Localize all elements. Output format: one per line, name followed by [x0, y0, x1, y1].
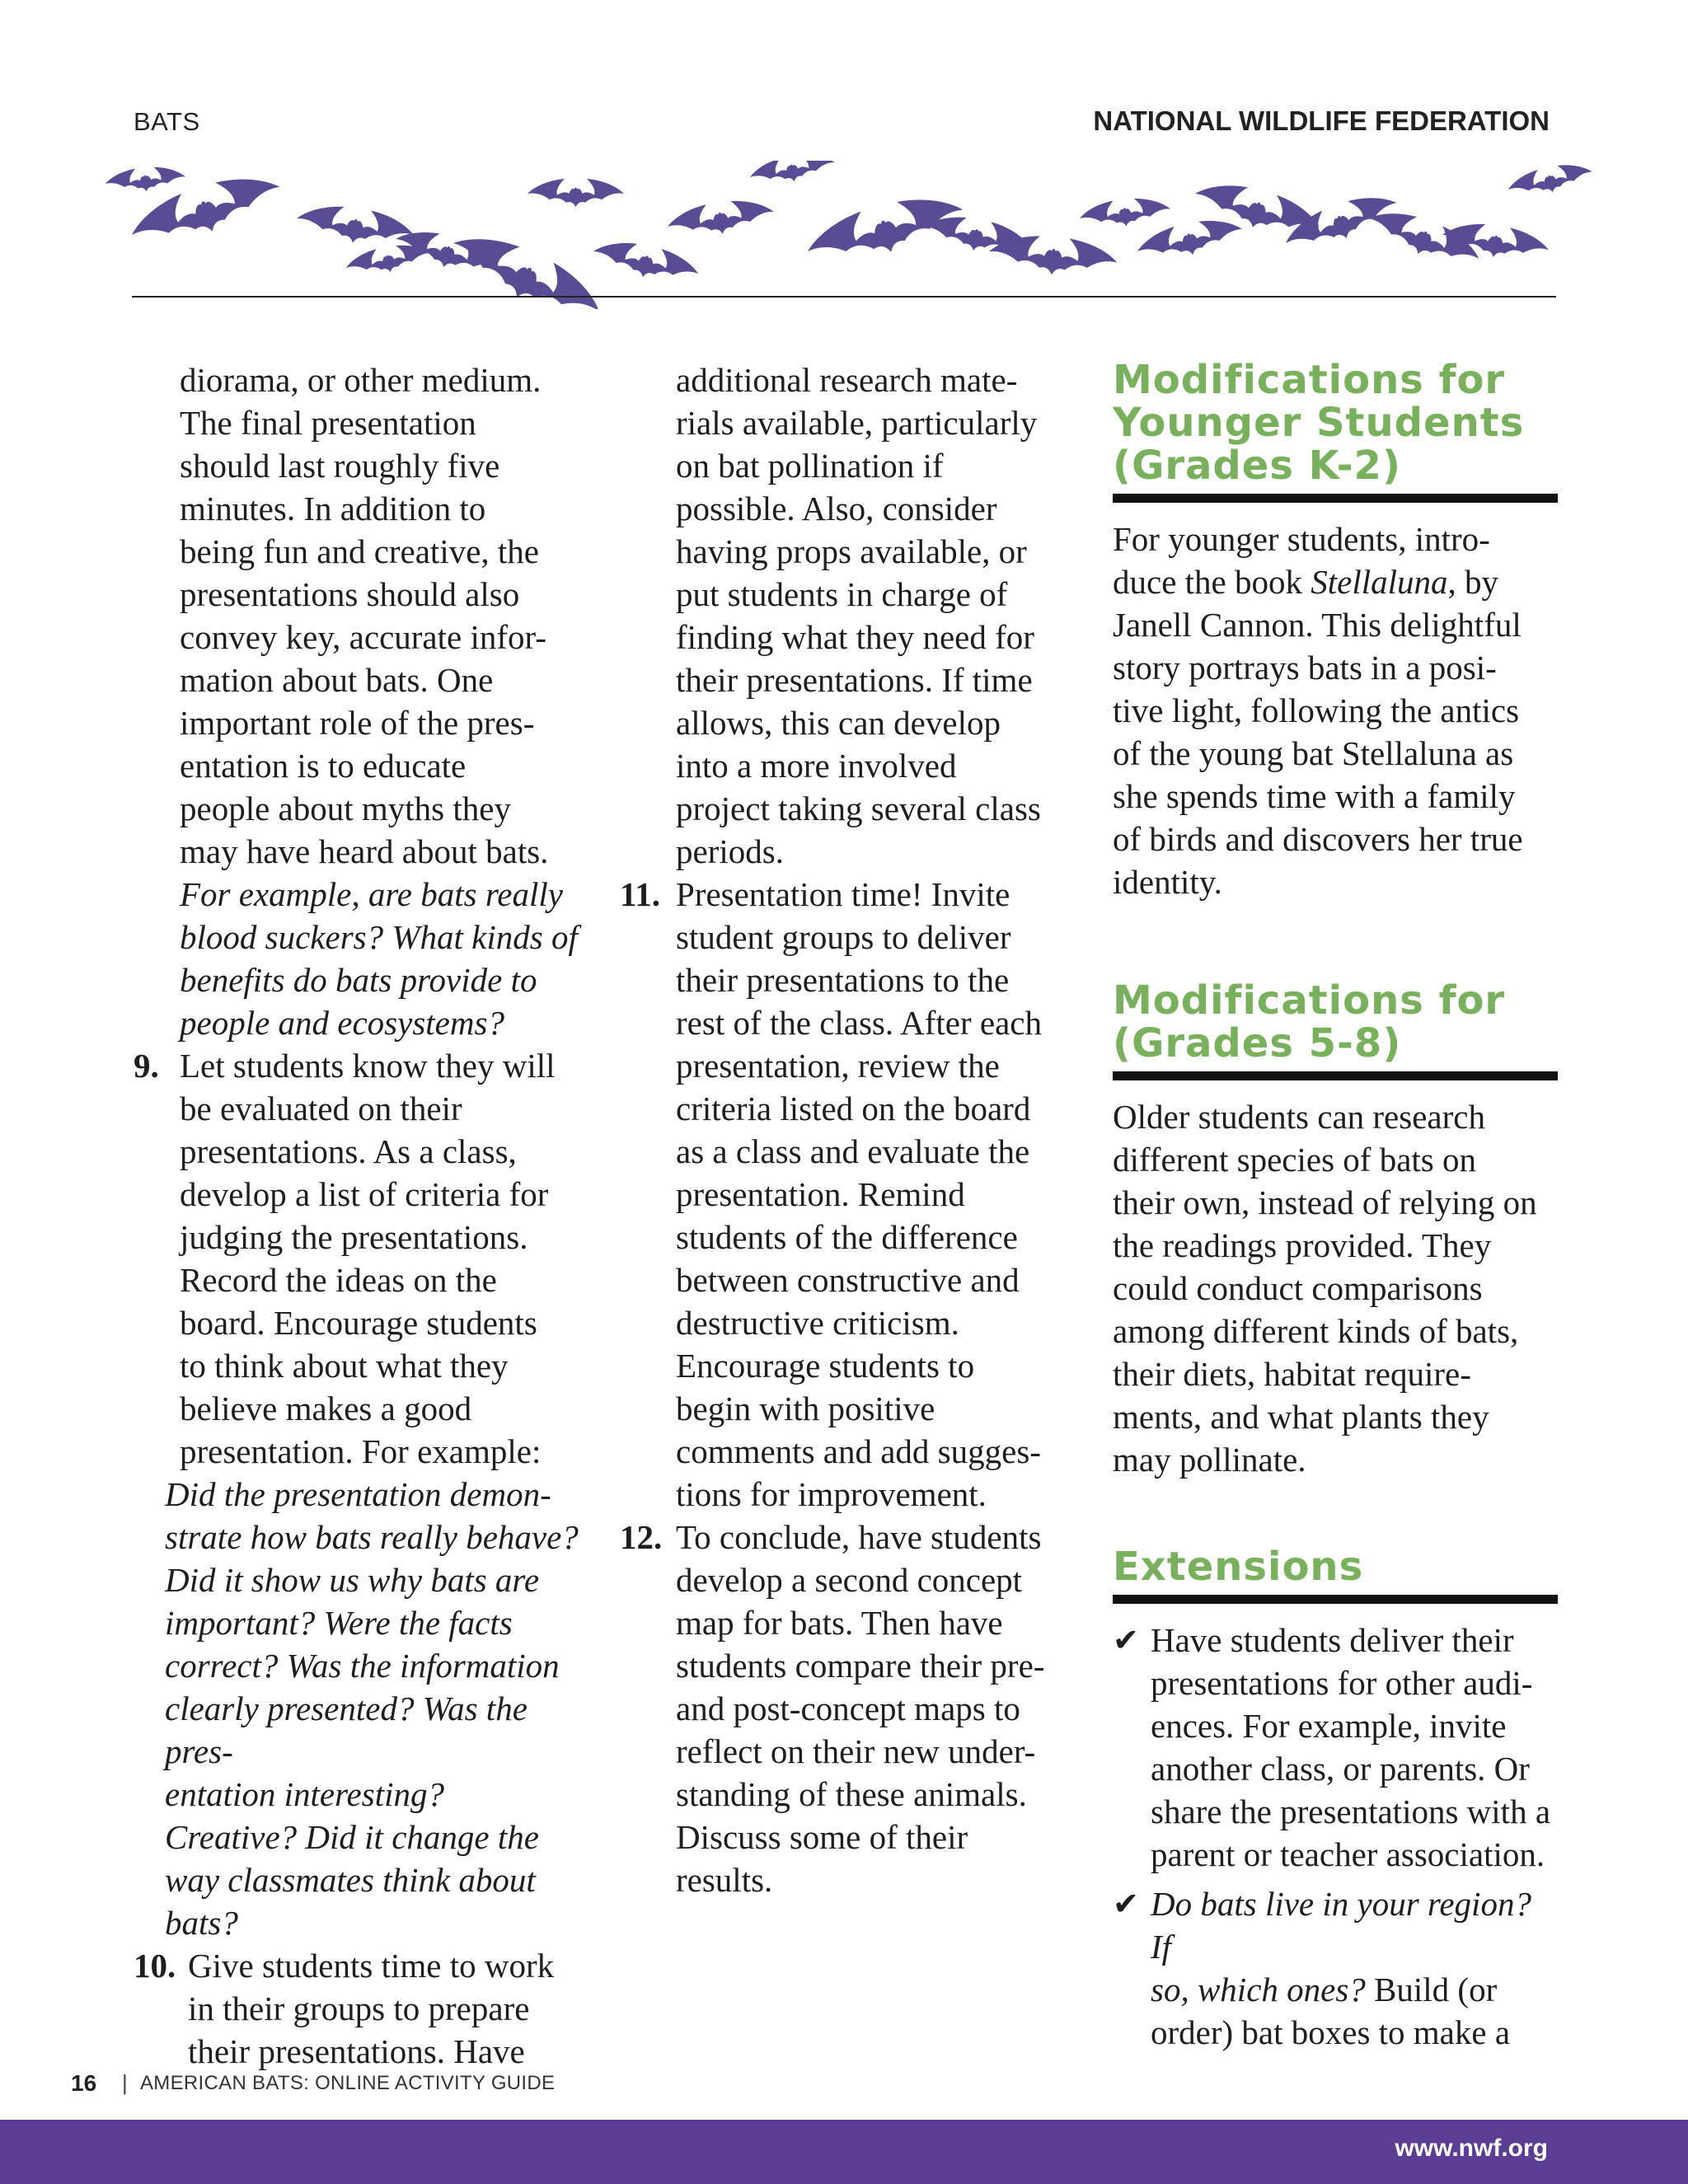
text-line: different species of bats on: [1113, 1141, 1476, 1179]
bat-icon: [1506, 161, 1595, 201]
text-line: convey key, accurate infor-: [180, 618, 546, 656]
checkmark-icon: ✔: [1113, 1622, 1139, 1658]
text-line: another class, or parents. Or: [1151, 1750, 1530, 1788]
text-line: comments and add sugges-: [676, 1432, 1041, 1470]
text-line: Give students time to work: [188, 1947, 555, 1985]
text-line: Janell Cannon. This delightful: [1113, 606, 1522, 644]
footer-url-link[interactable]: www.nwf.org: [1395, 2135, 1548, 2162]
section-rule: [1113, 494, 1558, 503]
section-heading: Extensions: [1113, 1544, 1364, 1590]
bat-icon: [1078, 195, 1171, 232]
text-line: tive light, following the antics: [1113, 691, 1520, 729]
text-line: Let students know they will: [180, 1047, 556, 1085]
text-line: student groups to deliver: [676, 918, 1011, 956]
italic-line: clearly presented? Was the pres-: [165, 1690, 528, 1770]
bat-icon: [665, 195, 776, 241]
item-8-continuation: [134, 359, 595, 1044]
text-line: in their groups to prepare: [188, 1990, 530, 2027]
section-extensions: [1113, 1545, 1558, 2054]
italic-line: correct? Was the information: [165, 1647, 560, 1685]
text-line: develop a second concept: [676, 1561, 1023, 1599]
text-line: presentation. Remind: [676, 1175, 965, 1213]
list-item-10: [134, 1944, 595, 2073]
section-body: [1113, 1095, 1558, 1481]
footer-guide-title: AMERICAN BATS: ONLINE ACTIVITY GUIDE: [140, 2072, 556, 2094]
heading-line: Modifications for: [1113, 357, 1506, 403]
list-item-12: [620, 1516, 1065, 1901]
text-line: having props available, or: [676, 532, 1027, 570]
heading-line: Modifications for: [1113, 977, 1506, 1024]
text-line: could conduct comparisons: [1113, 1269, 1483, 1307]
text-line: the readings provided. They: [1113, 1226, 1492, 1264]
bat-icon: [105, 165, 187, 195]
italic-run: so, which ones?: [1151, 1971, 1366, 2008]
text-line: entation is to educate: [180, 747, 467, 785]
text-line: finding what they need for: [676, 618, 1034, 656]
heading-line: Younger Students: [1113, 400, 1525, 446]
text-line: destructive criticism.: [676, 1304, 959, 1342]
item-number: 12.: [620, 1518, 663, 1556]
text-line: be evaluated on their: [180, 1090, 462, 1127]
italic-line: benefits do bats provide to: [180, 961, 537, 999]
text-line: may have heard about bats.: [180, 832, 549, 870]
bat-icon: [748, 161, 837, 189]
text-line: presentations. As a class,: [180, 1132, 517, 1170]
text-line: important role of the pres-: [180, 704, 535, 742]
text-line: on bat pollination if: [676, 447, 944, 485]
text-line: presentations should also: [180, 575, 520, 613]
column-3-sidebar: [1113, 359, 1558, 2060]
text-run: Build (or: [1365, 1971, 1498, 2008]
text-line: To conclude, have students: [676, 1518, 1042, 1556]
text-line: periods.: [676, 832, 784, 870]
text-line: tions for improvement.: [676, 1475, 987, 1513]
header-rule: [132, 296, 1556, 298]
text-line: people about myths they: [180, 790, 511, 827]
text-line: presentations for other audi-: [1151, 1664, 1533, 1702]
text-line: share the presentations with a: [1151, 1793, 1551, 1830]
section-rule: [1113, 1595, 1558, 1604]
text-line: put students in charge of: [676, 575, 1008, 613]
text-line: presentation, review the: [676, 1047, 1000, 1085]
text-line: begin with positive: [676, 1390, 935, 1427]
italic-line: important? Were the facts: [165, 1604, 513, 1642]
text-line: judging the presentations.: [180, 1218, 528, 1256]
italic-run: Do bats live in your region? If: [1151, 1885, 1531, 1966]
text-line: results.: [676, 1861, 773, 1899]
italic-line: strate how bats really behave?: [165, 1518, 579, 1556]
section-body: [1113, 1619, 1558, 2054]
text-line: [1151, 1968, 1558, 2011]
list-item-9: [134, 1044, 595, 1473]
text-line: their presentations. Have: [188, 2032, 525, 2070]
text-line: mation about bats. One: [180, 661, 494, 699]
text-line: minutes. In addition to: [180, 490, 486, 527]
text-line: their presentations to the: [676, 961, 1010, 999]
text-line: allows, this can develop: [676, 704, 1001, 742]
text-line: Presentation time! Invite: [676, 875, 1010, 913]
item-10-continuation: [620, 359, 1065, 873]
heading-line: (Grades K-2): [1113, 443, 1401, 489]
text-line: into a more involved: [676, 747, 957, 785]
text-line: rest of the class. After each: [676, 1004, 1042, 1042]
text-line: [1151, 1882, 1558, 1968]
italic-line: Did it show us why bats are: [165, 1561, 540, 1599]
column-2: [620, 359, 1065, 1901]
text-line: Older students can research: [1113, 1098, 1485, 1136]
item-9-questions: [134, 1473, 595, 1944]
italic-line: people and ecosystems?: [180, 1004, 504, 1042]
header-section-label: BATS: [134, 107, 200, 136]
text-line: as a class and evaluate the: [676, 1132, 1030, 1170]
italic-line: Did the presentation demon-: [165, 1475, 551, 1513]
text-line: she spends time with a family: [1113, 777, 1516, 815]
italic-line: bats?: [165, 1904, 238, 1942]
text-line: students compare their pre-: [676, 1647, 1045, 1685]
text-line: order) bat boxes to make a: [1151, 2013, 1511, 2051]
text-line: identity.: [1113, 863, 1222, 901]
text-line: rials available, particularly: [676, 404, 1038, 442]
text-line: Have students deliver their: [1151, 1621, 1514, 1659]
text-line: story portrays bats in a posi-: [1113, 649, 1497, 687]
text-line: believe makes a good: [180, 1390, 472, 1427]
section-older-students: [1113, 979, 1558, 1481]
item-number: 9.: [134, 1047, 159, 1085]
page-number: 16: [71, 2070, 97, 2096]
item-number: 11.: [620, 875, 660, 913]
text-line: diorama, or other medium.: [180, 361, 542, 399]
text-line: [1113, 560, 1558, 603]
text-run: , by: [1447, 563, 1498, 601]
text-line: their diets, habitat require-: [1113, 1355, 1471, 1393]
text-line: of birds and discovers her true: [1113, 820, 1523, 858]
text-line: students of the difference: [676, 1218, 1018, 1256]
text-line: between constructive and: [676, 1261, 1020, 1299]
text-line: being fun and creative, the: [180, 532, 540, 570]
text-line: ments, and what plants they: [1113, 1398, 1489, 1436]
text-line: parent or teacher association.: [1151, 1835, 1545, 1873]
text-line: Record the ideas on the: [180, 1261, 497, 1299]
text-line: board. Encourage students: [180, 1304, 537, 1342]
text-line: Discuss some of their: [676, 1818, 968, 1856]
section-heading: [1113, 979, 1558, 1065]
text-line: their presentations. If time: [676, 661, 1033, 699]
text-line: of the young bat Stellaluna as: [1113, 734, 1514, 772]
footer-separator: |: [122, 2070, 128, 2095]
section-younger-students: [1113, 359, 1558, 903]
section-rule: [1113, 1071, 1558, 1080]
bat-icon: [294, 200, 415, 251]
text-line: Encourage students to: [676, 1347, 975, 1385]
text-line: to think about what they: [180, 1347, 509, 1385]
list-item-11: [620, 873, 1065, 1516]
text-line: presentation. For example:: [180, 1432, 542, 1470]
section-body: [1113, 518, 1558, 903]
bat-icon: [1134, 213, 1245, 265]
text-line: their own, instead of relying on: [1113, 1183, 1537, 1221]
item-number: 10.: [134, 1947, 176, 1985]
text-line: additional research mate-: [676, 361, 1018, 399]
column-1: [134, 359, 595, 2073]
text-line: The final presentation: [180, 404, 476, 442]
heading-line: (Grades 5-8): [1113, 1020, 1402, 1066]
checkmark-icon: ✔: [1113, 1886, 1139, 1922]
text-line: reflect on their new under-: [676, 1732, 1036, 1770]
text-line: develop a list of criteria for: [180, 1175, 549, 1213]
text-line: among different kinds of bats,: [1113, 1312, 1519, 1350]
list-item: [1113, 1882, 1558, 2054]
italic-line: Creative? Did it change the: [165, 1818, 539, 1856]
bat-icon: [590, 235, 701, 288]
text-line: map for bats. Then have: [676, 1604, 1003, 1642]
text-line: should last roughly five: [180, 447, 500, 485]
italic-line: entation interesting?: [165, 1775, 444, 1813]
text-line: standing of these animals.: [676, 1775, 1027, 1813]
italic-line: way classmates think about: [165, 1861, 536, 1899]
text-line: possible. Also, consider: [676, 490, 997, 527]
bat-icon: [528, 179, 624, 207]
text-line: ences. For example, invite: [1151, 1707, 1507, 1745]
text-line: project taking several class: [676, 790, 1041, 827]
text-line: criteria listed on the board: [676, 1090, 1031, 1127]
text-run: duce the book: [1113, 563, 1311, 601]
italic-line: For example, are bats really: [180, 875, 563, 913]
text-line: and post-concept maps to: [676, 1690, 1020, 1727]
italic-line: blood suckers? What kinds of: [180, 918, 578, 956]
header-organization-name: NATIONAL WILDLIFE FEDERATION: [1093, 105, 1550, 136]
section-heading: [1113, 359, 1558, 487]
text-line: For younger students, intro-: [1113, 520, 1490, 558]
book-title: Stellaluna: [1311, 563, 1448, 601]
list-item: [1113, 1619, 1558, 1876]
text-line: may pollinate.: [1113, 1441, 1306, 1479]
bat-silhouette-banner: [99, 161, 1599, 309]
